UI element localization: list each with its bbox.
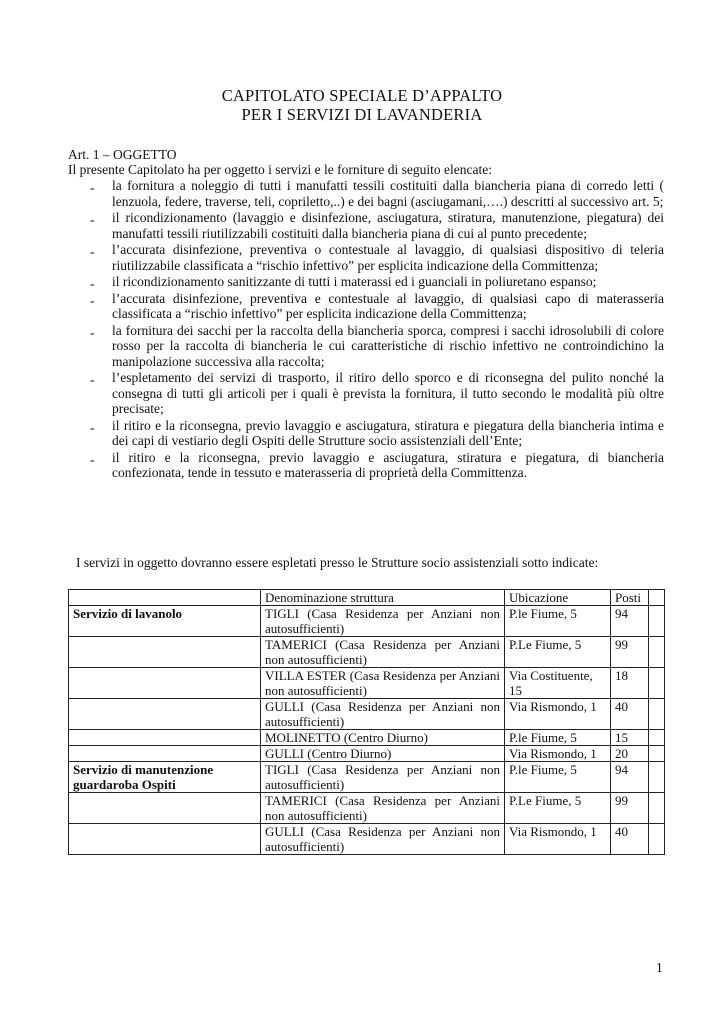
list-item-text: il ricondizionamento (lavaggio e disinfezione, asciugatura, stiratura, manutenzione, piegatura) dei manufatti tessili riutilizzabili costituiti dalla biancheria piana di cui al punto precedente; xyxy=(112,210,664,241)
places-cell: 15 xyxy=(611,730,649,746)
table-row xyxy=(69,730,665,746)
column-header: Ubicazione xyxy=(505,590,611,606)
empty-cell xyxy=(649,762,665,793)
title-line-1: CAPITOLATO SPECIALE D’APPALTO xyxy=(221,86,503,105)
location-cell: Via Rismondo, 1 xyxy=(505,824,611,855)
places-cell: 40 xyxy=(611,699,649,730)
column-header xyxy=(69,590,261,606)
places-cell: 18 xyxy=(611,668,649,699)
structure-name-cell: TIGLI (Casa Residenza per Anziani non autosufficienti) xyxy=(261,762,505,793)
list-item-text: l’accurata disinfezione, preventiva e contestuale al lavaggio, di qualsiasi capo di materasseria classificata a “rischio infettivo” per esplicita indicazione della Committenza; xyxy=(112,290,664,321)
table-row xyxy=(69,824,665,855)
places-cell: 94 xyxy=(611,606,649,637)
places-cell: 99 xyxy=(611,637,649,668)
structure-name-cell: MOLINETTO (Centro Diurno) xyxy=(261,730,505,746)
places-cell: 20 xyxy=(611,746,649,762)
structure-name-cell: TIGLI (Casa Residenza per Anziani non autosufficienti) xyxy=(261,606,505,637)
service-category-cell xyxy=(69,668,261,699)
bullet-dash: - xyxy=(90,372,95,387)
intro-paragraph: Il presente Capitolato ha per oggetto i servizi e le forniture di seguito elencate: xyxy=(68,162,492,177)
empty-cell xyxy=(649,793,665,824)
list-item-text: la fornitura a noleggio di tutti i manufatti tessili costituiti dalla biancheria piana di corredo letti ( lenzuola, federe, traverse, teli, copriletto,..) e dei bagni (asciugamani,….) descritti al successivo art. 5; xyxy=(112,178,664,209)
table-header-row xyxy=(69,590,665,606)
service-category-cell xyxy=(69,746,261,762)
list-item-text: la fornitura dei sacchi per la raccolta della biancheria sporca, compresi i sacchi idrosolubili di colore rosso per la raccolta di biancheria le cui caratteristiche di rischio infettivo ne controindichino la manipolazione successiva alla raccolta; xyxy=(112,322,664,369)
column-header: Denominazione struttura xyxy=(261,590,505,606)
table-row xyxy=(69,606,665,637)
list-item xyxy=(90,291,664,322)
table-row xyxy=(69,637,665,668)
location-cell: P.Le Fiume, 5 xyxy=(505,793,611,824)
list-item-text: il ricondizionamento sanitizzante di tutti i materassi ed i guanciali in poliuretano espanso; xyxy=(112,274,597,289)
column-header xyxy=(649,590,665,606)
bullet-dash: - xyxy=(90,419,95,435)
location-cell: Via Rismondo, 1 xyxy=(505,699,611,730)
empty-cell xyxy=(649,824,665,855)
service-category-cell xyxy=(69,699,261,730)
structures-table xyxy=(68,589,665,855)
bullet-dash: - xyxy=(90,276,95,291)
bullet-dash: - xyxy=(90,212,95,227)
location-cell: P.Le Fiume, 5 xyxy=(505,637,611,668)
structure-name-cell: GULLI (Casa Residenza per Anziani non autosufficienti) xyxy=(261,824,505,855)
empty-cell xyxy=(649,606,665,637)
list-item-text: il ritiro e la riconsegna, previo lavaggio e asciugatura, stiratura e piegatura, di biancheria confezionata, tende in tessuto e materasseria di proprietà della Committenza. xyxy=(112,449,664,480)
page-number: 1 xyxy=(656,960,663,975)
location-cell: P.le Fiume, 5 xyxy=(505,730,611,746)
structure-name-cell: GULLI (Casa Residenza per Anziani non autosufficienti) xyxy=(261,699,505,730)
service-category-cell: Servizio di manutenzione guardaroba Ospiti xyxy=(69,762,261,793)
service-category-cell xyxy=(69,824,261,855)
list-item-text: il ritiro e la riconsegna, previo lavaggio e asciugatura, stiratura e piegatura della biancheria intima e dei capi di vestiario degli Ospiti delle Strutture socio assistenziali dell’Ente; xyxy=(112,417,664,448)
list-item-text: l’accurata disinfezione, preventiva o contestuale al lavaggio, di qualsiasi dispositivo di teleria riutilizzabile classificata a “rischio infettivo” per esplicita indicazione della Committenza; xyxy=(112,242,664,273)
table-row xyxy=(69,746,665,762)
structure-name-cell: TAMERICI (Casa Residenza per Anziani non autosufficienti) xyxy=(261,793,505,824)
table-row xyxy=(69,762,665,793)
list-item-text: l’espletamento dei servizi di trasporto, il ritiro dello sporco e di riconsegna del pulito nonché la consegna di tutti gli articoli per i quali è prevista la fornitura, il tutto secondo le modalità più oltre precisate; xyxy=(112,370,664,416)
document-title xyxy=(0,86,724,124)
bullet-dash: - xyxy=(90,324,95,340)
structures-intro: I servizi in oggetto dovranno essere espletati presso le Strutture socio assistenziali sotto indicate: xyxy=(76,555,599,570)
location-cell: Via Rismondo, 1 xyxy=(505,746,611,762)
empty-cell xyxy=(649,730,665,746)
bullet-dash: - xyxy=(90,180,95,195)
empty-cell xyxy=(649,746,665,762)
list-item xyxy=(90,450,664,481)
location-cell: Via Costituente, 15 xyxy=(505,668,611,699)
empty-cell xyxy=(649,699,665,730)
table-row xyxy=(69,793,665,824)
location-cell: P.le Fiume, 5 xyxy=(505,606,611,637)
title-line-2: PER I SERVIZI DI LAVANDERIA xyxy=(241,105,483,124)
services-list xyxy=(90,178,664,482)
list-item xyxy=(90,242,664,273)
list-item xyxy=(90,210,664,241)
list-item xyxy=(90,274,664,290)
bullet-dash: - xyxy=(90,292,95,308)
list-item xyxy=(90,323,664,370)
empty-cell xyxy=(649,668,665,699)
places-cell: 40 xyxy=(611,824,649,855)
places-cell: 94 xyxy=(611,762,649,793)
service-category-cell: Servizio di lavanolo xyxy=(69,606,261,637)
structure-name-cell: TAMERICI (Casa Residenza per Anziani non autosufficienti) xyxy=(261,637,505,668)
structure-name-cell: GULLI (Centro Diurno) xyxy=(261,746,505,762)
structure-name-cell: VILLA ESTER (Casa Residenza per Anziani non autosufficienti) xyxy=(261,668,505,699)
bullet-dash: - xyxy=(90,451,95,467)
article-heading: Art. 1 – OGGETTO xyxy=(68,147,177,162)
list-item xyxy=(90,370,664,417)
bullet-dash: - xyxy=(90,244,95,259)
table-row xyxy=(69,699,665,730)
service-category-cell xyxy=(69,793,261,824)
table-row xyxy=(69,668,665,699)
column-header: Posti xyxy=(611,590,649,606)
service-category-cell xyxy=(69,730,261,746)
empty-cell xyxy=(649,637,665,668)
list-item xyxy=(90,178,664,209)
service-category-cell xyxy=(69,637,261,668)
places-cell: 99 xyxy=(611,793,649,824)
location-cell: P.le Fiume, 5 xyxy=(505,762,611,793)
list-item xyxy=(90,418,664,449)
